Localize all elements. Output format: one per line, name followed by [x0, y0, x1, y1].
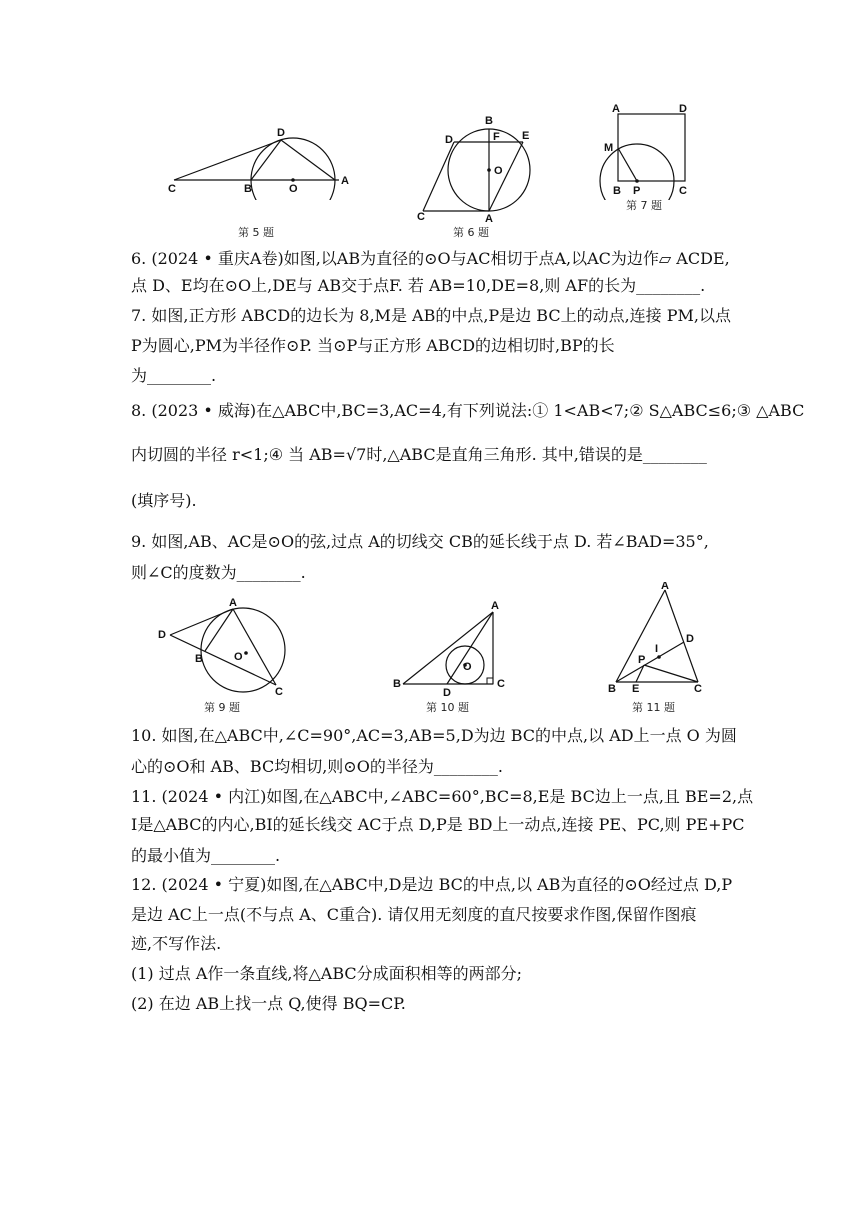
q7-line-1: 7. 如图,正方形 ABCD的边长为 8,M是 AB的中点,P是边 BC上的动点,连接 PM,以点: [131, 306, 731, 325]
point-p-dot: [635, 179, 639, 183]
label-m: M: [604, 142, 614, 154]
label-d: D: [158, 629, 166, 641]
segment-pc: [644, 665, 698, 682]
right-angle-mark: [487, 678, 493, 684]
label-b: B: [195, 653, 203, 665]
label-c: C: [275, 686, 283, 698]
q12-line-1: 12. (2024 • 宁夏)如图,在△ABC中,D是边 BC的中点,以 AB为直径的⊙O经过点 D,P: [131, 875, 733, 894]
q6-line-1: 6. (2024 • 重庆A卷)如图,以AB为直径的⊙O与AC相切于点A,以AC为边作▱ ACDE,: [131, 249, 730, 268]
label-d: D: [443, 687, 451, 698]
center-dot-o: [291, 178, 295, 182]
segment-pm: [618, 148, 637, 181]
figure-10: [385, 598, 515, 698]
q10-line-1: 10. 如图,在△ABC中,∠C=90°,AC=3,AB=5,D为边 BC的中点,以 AD上一点 O 为圆: [131, 726, 737, 745]
label-o: O: [289, 183, 298, 195]
segment-cd: [174, 140, 281, 180]
segment-da: [447, 612, 493, 684]
label-d: D: [277, 127, 285, 139]
segment-da: [170, 609, 233, 635]
figure-10-caption: 第 10 题: [426, 701, 469, 714]
label-b: B: [608, 683, 616, 695]
figure-11-caption: 第 11 题: [632, 701, 675, 714]
label-e: E: [522, 130, 530, 142]
label-c: C: [679, 185, 687, 197]
segment-cd: [423, 142, 454, 211]
figure-6-caption: 第 6 题: [453, 226, 489, 239]
q11-line-2: I是△ABC的内心,BI的延长线交 AC于点 D,P是 BD上一动点,连接 PE、PC,则 PE+PC: [131, 815, 745, 834]
q8-line-1: 8. (2023 • 威海)在△ABC中,BC=3,AC=4,有下列说法:① 1<AB<7;② S△ABC≤6;③ △ABC: [131, 401, 805, 420]
label-a: A: [341, 175, 349, 187]
q12-line-4: (1) 过点 A作一条直线,将△ABC分成面积相等的两部分;: [131, 964, 523, 983]
figure-5: [165, 120, 355, 200]
figure-11: [600, 582, 710, 698]
segment-da: [281, 140, 335, 180]
label-a: A: [229, 597, 237, 609]
label-p: P: [638, 654, 646, 666]
label-b: B: [393, 678, 401, 690]
label-c: C: [168, 183, 176, 195]
figure-9: [150, 595, 300, 700]
q6-line-2: 点 D、E均在⊙O上,DE与 AB交于点F. 若 AB=10,DE=8,则 AF的长为________.: [131, 276, 706, 295]
label-c: C: [694, 683, 702, 695]
q12-line-3: 迹,不写作法.: [131, 934, 222, 953]
q8-line-3: (填序号).: [131, 491, 197, 510]
label-d: D: [445, 134, 453, 146]
figure-9-caption: 第 9 题: [204, 701, 240, 714]
q9-line-1: 9. 如图,AB、AC是⊙O的弦,过点 A的切线交 CB的延长线于点 D. 若∠BAD=35°,: [131, 532, 709, 551]
figure-6: [408, 112, 538, 224]
incenter-dot-i: [657, 655, 661, 659]
label-e: E: [632, 683, 640, 695]
q8-line-2: 内切圆的半径 r<1;④ 当 AB=√7时,△ABC是直角三角形. 其中,错误的是________: [131, 445, 707, 464]
label-d: D: [686, 633, 694, 645]
label-b: B: [485, 115, 493, 127]
figure-7: [595, 100, 705, 200]
label-c: C: [497, 678, 505, 690]
center-dot-o: [244, 651, 248, 655]
q12-line-2: 是边 AC上一点(不与点 A、C重合). 请仅用无刻度的直尺按要求作图,保留作图痕: [131, 905, 697, 924]
label-a: A: [491, 600, 499, 612]
label-a: A: [485, 213, 493, 224]
figure-7-caption: 第 7 题: [626, 199, 662, 212]
q7-line-3: 为________.: [131, 366, 217, 385]
q9-line-2: 则∠C的度数为________.: [131, 563, 306, 582]
label-b: B: [613, 185, 621, 197]
label-o: O: [234, 651, 243, 663]
q7-line-2: P为圆心,PM为半径作⊙P. 当⊙P与正方形 ABCD的边相切时,BP的长: [131, 336, 615, 355]
q11-line-3: 的最小值为________.: [131, 846, 281, 865]
label-d: D: [679, 103, 687, 115]
q11-line-1: 11. (2024 • 内江)如图,在△ABC中,∠ABC=60°,BC=8,E是 BC边上一点,且 BE=2,点: [131, 787, 754, 806]
label-o: O: [494, 165, 503, 177]
figure-5-caption: 第 5 题: [238, 226, 274, 239]
label-p: P: [633, 185, 641, 197]
label-c: C: [417, 211, 425, 223]
segment-dc: [170, 635, 276, 685]
label-i: I: [655, 643, 659, 655]
segment-ac: [233, 609, 276, 685]
label-o: O: [463, 661, 472, 673]
label-a: A: [612, 103, 620, 115]
q12-line-5: (2) 在边 AB上找一点 Q,使得 BQ=CP.: [131, 994, 406, 1013]
label-a: A: [661, 582, 669, 592]
label-f: F: [493, 131, 500, 143]
label-b: B: [244, 183, 252, 195]
q10-line-2: 心的⊙O和 AB、BC均相切,则⊙O的半径为________.: [131, 757, 503, 776]
center-dot-o: [487, 168, 491, 172]
